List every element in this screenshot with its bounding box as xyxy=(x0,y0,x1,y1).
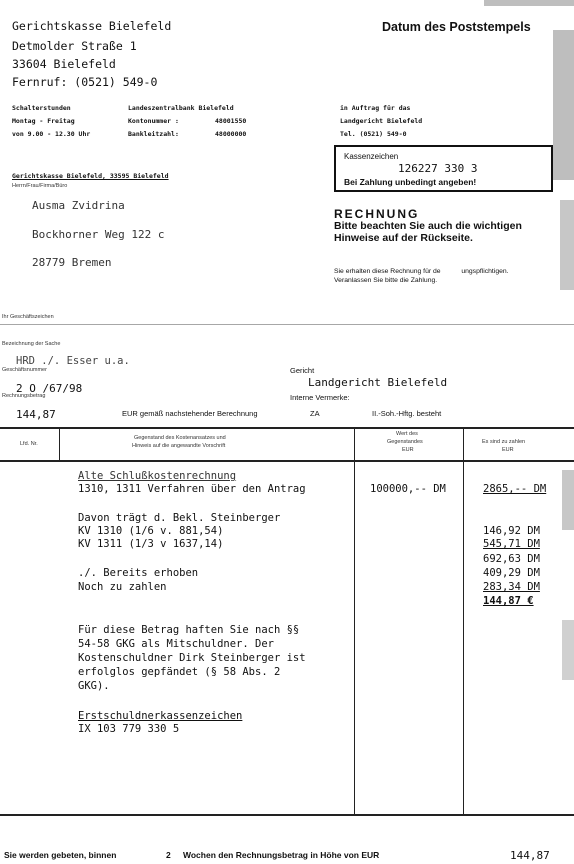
cashier-ref-value: 126227 330 3 xyxy=(398,162,478,175)
recipient-name: Ausma Zvidrina xyxy=(32,199,125,212)
table-row-amount: 146,92 DM xyxy=(483,525,540,537)
postmark-label: Datum des Poststempels xyxy=(382,20,531,34)
sender-street: Detmolder Straße 1 xyxy=(12,39,137,53)
on-behalf-line1: in Auftrag für das xyxy=(340,104,411,112)
sender-name: Gerichtskasse Bielefeld xyxy=(12,19,172,33)
calc-label: EUR gemäß nachstehender Berechnung xyxy=(122,409,258,418)
office-hours-time: von 9.00 - 12.30 Uhr xyxy=(12,130,91,138)
sender-city: 33604 Bielefeld xyxy=(12,57,116,71)
total-value: 144,87 xyxy=(16,408,56,421)
court-notes-label: Interne Vermerke: xyxy=(290,393,350,402)
footer-text-b: Wochen den Rechnungsbetrag in Höhe von EUR xyxy=(183,850,380,860)
table-col-divider xyxy=(354,427,355,814)
recipient-city: 28779 Bremen xyxy=(32,256,112,269)
table-col-divider xyxy=(59,427,60,461)
table-bottom-rule xyxy=(0,814,574,816)
footer-weeks: 2 xyxy=(166,850,171,860)
recipient-street: Bockhorner Weg 122 c xyxy=(32,228,165,241)
table-header-rule xyxy=(0,460,574,462)
scan-smudge xyxy=(562,470,574,530)
table-row-text: Noch zu zahlen xyxy=(78,581,167,593)
scan-smudge xyxy=(484,0,574,6)
table-row-amount: 692,63 DM xyxy=(483,553,540,565)
scan-smudge xyxy=(562,620,574,680)
court-value: Landgericht Bielefeld xyxy=(308,376,448,389)
table-row-amount: 283,34 DM xyxy=(483,581,540,593)
matter-value: HRD ./. Esser u.a. xyxy=(16,355,130,367)
office-hours-days: Montag - Freitag xyxy=(12,117,75,125)
table-row-amount: 409,29 DM xyxy=(483,567,540,579)
table-row-text: KV 1310 (1/6 v. 881,54) xyxy=(78,525,224,537)
col-header-value-1: Wert des xyxy=(396,431,418,437)
col-header-amount-2: EUR xyxy=(502,447,514,453)
table-row-value: 100000,-- DM xyxy=(370,483,446,495)
divider xyxy=(0,324,574,325)
total-label: Rechnungsbetrag xyxy=(2,393,46,399)
col-header-amount-1: Es sind zu zahlen xyxy=(482,439,526,445)
liability-note-line: 54-58 GKG als Mitschuldner. Der xyxy=(78,638,274,650)
bank-account-number: 48001550 xyxy=(215,117,247,125)
case-number: 2 O /67/98 xyxy=(16,382,83,395)
scan-smudge xyxy=(553,30,574,180)
table-row-text: Davon trägt d. Bekl. Steinberger xyxy=(78,512,281,524)
sender-phone: Fernruf: (0521) 549-0 xyxy=(12,75,158,89)
bank-code: 48000000 xyxy=(215,130,247,138)
office-hours-label: Schalterstunden xyxy=(12,104,71,112)
invoice-hint-2: Hinweise auf der Rückseite. xyxy=(334,232,473,244)
table-row-text: KV 1311 (1/3 v 1637,14) xyxy=(78,538,224,550)
first-debtor-label: Erstschuldnerkassenzeichen xyxy=(78,710,243,722)
bank-account-label: Kontonummer : xyxy=(128,117,179,125)
scan-smudge xyxy=(560,200,574,290)
liability-note-line: erfolglos gepfändet (§ 58 Abs. 2 xyxy=(78,666,281,678)
cashier-ref-note: Bei Zahlung unbedingt angeben! xyxy=(344,177,477,187)
bank-name: Landeszentralbank Bielefeld xyxy=(128,104,234,112)
table-row-amount: 144,87 € xyxy=(483,595,534,607)
first-debtor-value: IX 103 779 330 5 xyxy=(78,723,180,735)
on-behalf-line2: Landgericht Bielefeld xyxy=(340,117,423,125)
table-top-rule xyxy=(0,427,574,429)
table-row-text: ./. Bereits erhoben xyxy=(78,567,199,579)
matter-label: Bezeichnung der Sache xyxy=(2,341,61,347)
return-address: Gerichtskasse Bielefeld, 33595 Bielefeld xyxy=(12,172,169,180)
footer-amount: 144,87 xyxy=(510,849,550,862)
col-header-nr: Lfd. Nr. xyxy=(20,441,38,447)
table-col-divider xyxy=(463,427,464,814)
col-header-value-2: Gegenstandes xyxy=(387,439,423,445)
invoice-obligation-1: Sie erhalten diese Rechnung für de ungspflichtigen. xyxy=(334,268,509,275)
invoice-obligation-2: Veranlassen Sie bitte die Zahlung. xyxy=(334,277,438,284)
col-header-subject-2: Hinweis auf die angewandte Vorschrift xyxy=(132,443,226,449)
invoice-hint-1: Bitte beachten Sie auch die wichtigen xyxy=(334,220,522,232)
table-row-text: 1310, 1311 Verfahren über den Antrag xyxy=(78,483,306,495)
court-za: ZA xyxy=(310,409,320,418)
invoice-title: RECHNUNG xyxy=(334,207,420,221)
court-hftg: II.-Soh.-Hftg. besteht xyxy=(372,409,442,418)
liability-note-line: Kostenschuldner Dirk Steinberger ist xyxy=(78,652,306,664)
footer-text-a: Sie werden gebeten, binnen xyxy=(4,850,117,860)
court-label: Gericht xyxy=(290,366,315,375)
salutation-label: Herrn/Frau/Firma/Büro xyxy=(12,183,68,189)
liability-note-line: Für diese Betrag haften Sie nach §§ xyxy=(78,624,300,636)
case-number-label: Geschäftsnummer xyxy=(2,367,47,373)
table-row-amount: 2865,-- DM xyxy=(483,483,547,495)
cashier-ref-label: Kassenzeichen xyxy=(344,152,399,161)
on-behalf-line3: Tel. (0521) 549-0 xyxy=(340,130,407,138)
business-ref-label: Ihr Geschäftszeichen xyxy=(2,314,54,320)
col-header-subject-1: Gegenstand des Kostenansatzes und xyxy=(134,435,226,441)
table-row-amount: 545,71 DM xyxy=(483,538,540,550)
table-row-text: Alte Schlußkostenrechnung xyxy=(78,470,237,482)
liability-note-line: GKG). xyxy=(78,680,110,692)
col-header-value-3: EUR xyxy=(402,447,414,453)
bank-code-label: Bankleitzahl: xyxy=(128,130,179,138)
